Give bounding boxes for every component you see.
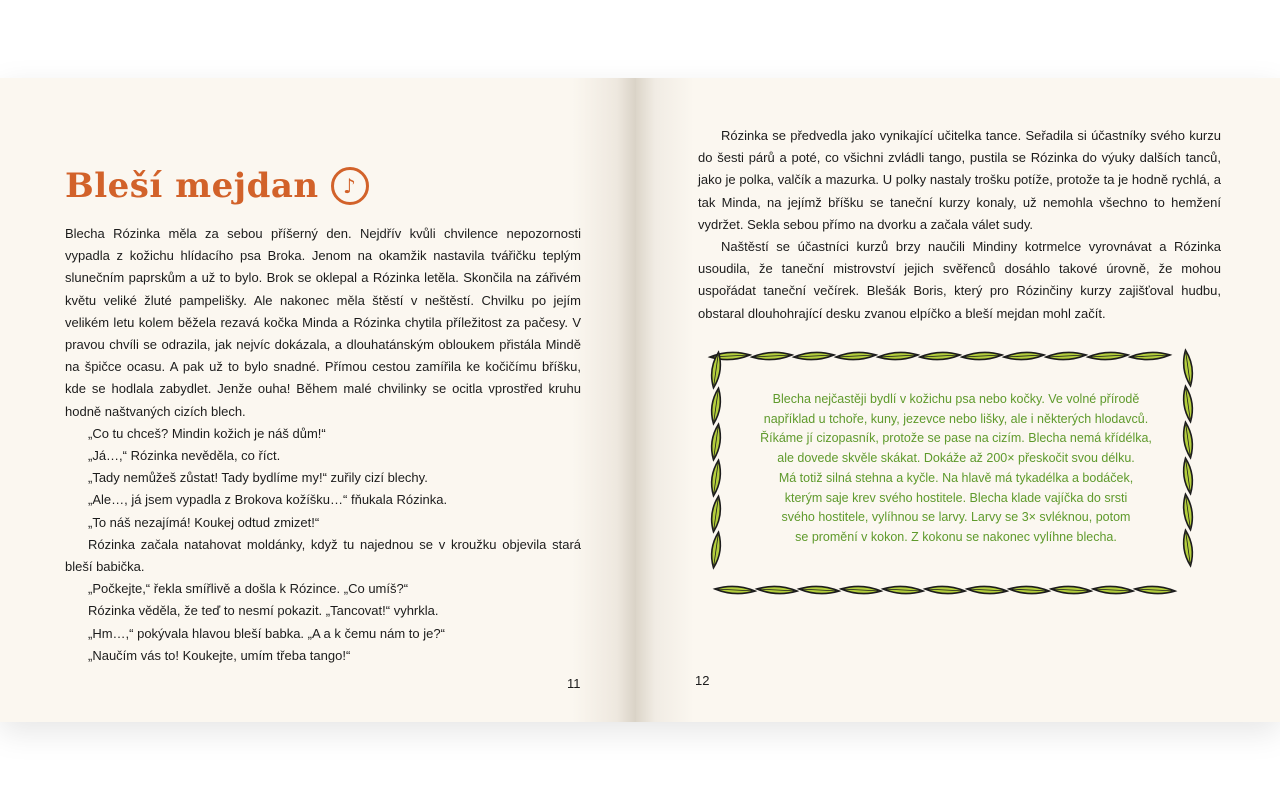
info-line: kterým saje krev svého hostitele. Blecha klade vajíčka do srsti [784, 490, 1128, 505]
paragraph: Blecha Rózinka měla za sebou příšerný den. Nejdřív kvůli chvilence nepozornosti vypadla z kožichu hlídacího psa Broka. Jenom na okamžik nastavila tvářičku teplým slunečním paprskům a už to bylo. Brok se oklepal a Rózinka letěla. Skončila na zářivém květu veliké žluté pampelišky. Ale nakonec měla štěstí v neštěstí. Chvilku po jejím velikém letu kolem běžela rezavá kočka Minda a Rózinka chytila příležitost za pačesy. V pravou chvíli se odrazila, jak nejvíc dokázala, a dlouhatánským obloukem přistála Mindě na špičce ocasu. A pak už to bylo snadné. Přímou cestou zamířila ke kočičímu bříšku, kde se hodlala zabydlet. Jenže ouha! Během malé chvilinky se ocitla vprostřed kruhu hodně naštvaných cizích blech. [65, 226, 581, 419]
right-page-text [698, 125, 1221, 325]
info-box-text [746, 390, 1166, 548]
dialogue-line: „Tady nemůžeš zůstat! Tady bydlíme my!“ zuřily cizí blechy. [88, 470, 428, 486]
page-number-right: 12 [695, 673, 710, 688]
music-note-icon: ♪ [331, 167, 369, 205]
dialogue-line: „Naučím vás to! Koukejte, umím třeba tango!“ [88, 647, 351, 663]
paragraph: Rózinka začala natahovat moldánky, když tu najednou se v kroužku objevila stará bleší babička. [65, 536, 581, 575]
dialogue-line: „Počkejte,“ řekla smířlivě a došla k Rózince. „Co umíš?“ [88, 581, 409, 597]
info-line: ale dovede skvěle skákat. Dokáže až 200× přeskočit svou délku. [777, 451, 1135, 466]
info-line: svého hostitele, vylíhnou se larvy. Larvy se 3× svléknou, potom [781, 510, 1131, 525]
info-line: například u tchoře, kuny, jezevce nebo lišky, ale i některých hlodavců. [763, 411, 1149, 426]
info-line: se promění v kokon. Z kokonu se nakonec vylíhne blecha. [795, 529, 1117, 544]
dialogue-line: „Ale…, já jsem vypadla z Brokova kožíšku…“ fňukala Rózinka. [88, 492, 448, 508]
right-page [636, 78, 1280, 722]
dialogue-line: Rózinka věděla, že teď to nesmí pokazit. „Tancovat!“ vyhrkla. [88, 603, 439, 619]
paragraph: Naštěstí se účastníci kurzů brzy naučili Mindiny kotrmelce vyrovnávat a Rózinka usoudila, že taneční mistrovství jejich svěřenců dosáhlo takové úrovně, že mohou uspořádat taneční večírek. Blešák Boris, který pro Rózinčiny kurzy zajišťoval hudbu, obstaral dlouhohrající desku zvanou elpíčko a bleší mejdan mohl začít. [698, 239, 1221, 321]
dialogue-line: „Co tu chceš? Mindin kožich je náš dům!“ [88, 425, 326, 441]
left-page [0, 78, 636, 722]
paragraph: Rózinka se předvedla jako vynikající učitelka tance. Seřadila si účastníky svého kurzu do šesti párů a poté, co všichni zvládli tango, pustila se Rózinka do výuky dalších tanců, jako je polka, valčík a mazurka. U polky nastaly trošku potíže, protože ta je hodně rychlá, a tak Minda, na jejímž bříšku se taneční kurzy konaly, už nemohla všechno to hemžení vydržet. Sekla sebou přímo na dvorku a začala válet sudy. [698, 128, 1221, 232]
open-book [0, 78, 1280, 722]
dialogue-line: „To náš nezajímá! Koukej odtud zmizet!“ [88, 514, 320, 530]
chapter-title [65, 166, 369, 206]
page-number-left: 11 [567, 676, 581, 691]
dialogue-line: „Hm…,“ pokývala hlavou bleší babka. „A a k čemu nám to je?“ [88, 625, 445, 641]
info-line: Říkáme jí cizopasník, protože se pase na cizím. Blecha nemá křídélka, [760, 431, 1152, 446]
chapter-title-text: Bleší mejdan [65, 166, 319, 206]
info-line: Blecha nejčastěji bydlí v kožichu psa nebo kočky. Ve volné přírodě [772, 392, 1140, 406]
left-page-text [65, 223, 581, 667]
info-line: Má totiž silná stehna a kyčle. Na hlavě má tykadélka a bodáček, [778, 470, 1134, 485]
dialogue-line: „Já…,“ Rózinka nevěděla, co říct. [88, 448, 281, 464]
